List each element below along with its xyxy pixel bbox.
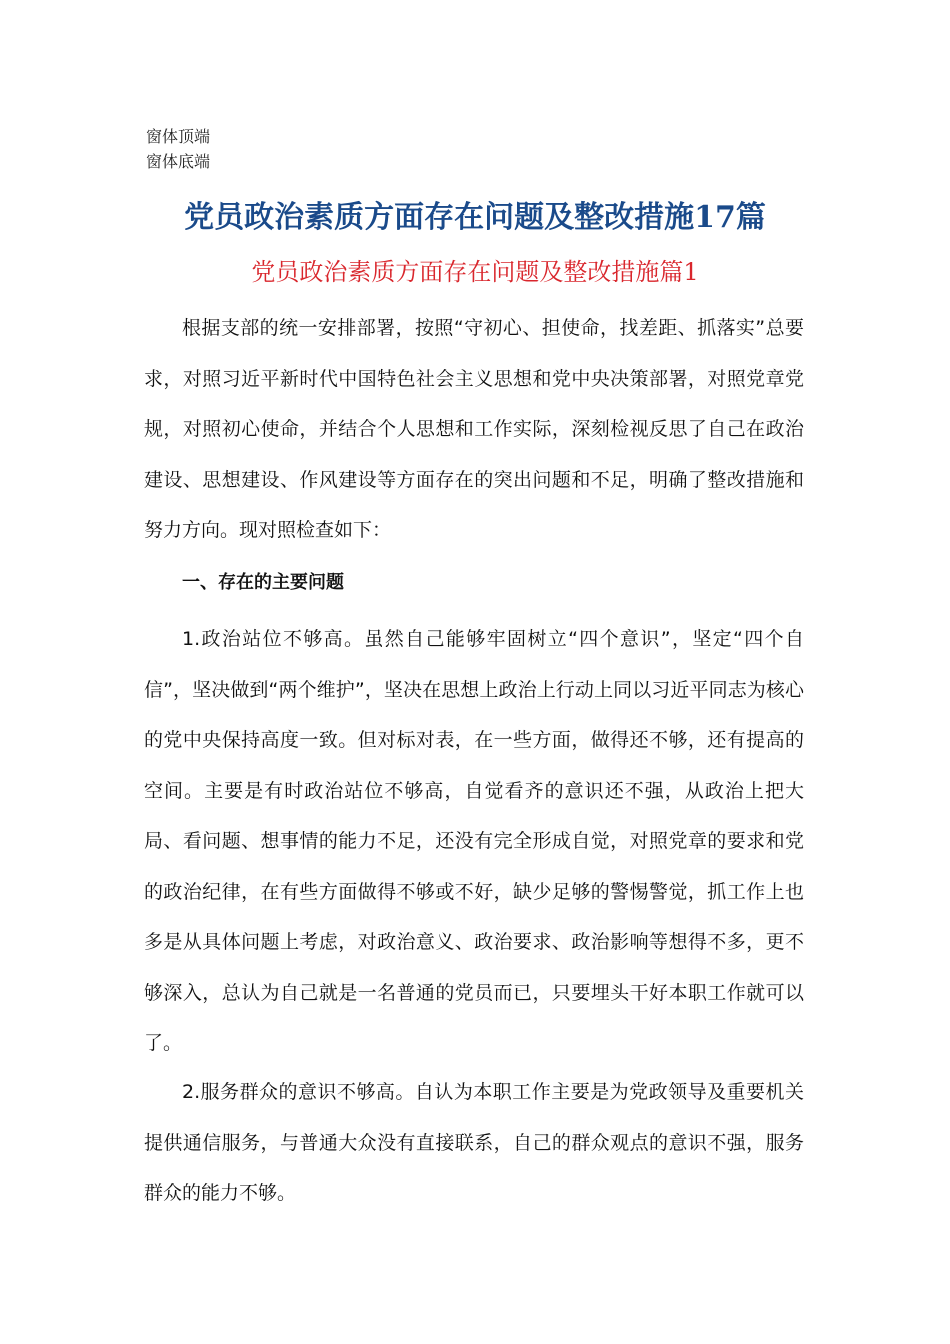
form-bottom-marker: 窗体底端	[146, 152, 211, 171]
issue-paragraph-2: 2.服务群众的意识不够高。自认为本职工作主要是为党政领导及重要机关提供通信服务，与普通大众没有直接联系，自己的群众观点的意识不强，服务群众的能力不够。	[144, 1081, 804, 1204]
intro-paragraph: 根据支部的统一安排部署，按照“守初心、担使命，找差距、抓落实”总要求，对照习近平新时代中国特色社会主义思想和党中央决策部署，对照党章党规，对照初心使命，并结合个人思想和工作实际，深刻检视反思了自己在政治建设、思想建设、作风建设等方面存在的突出问题和不足，明确了整改措施和努力方向。现对照检查如下：	[144, 317, 804, 541]
document-title: 党员政治素质方面存在问题及整改措施17篇	[184, 200, 766, 235]
section-heading: 一、存在的主要问题	[182, 572, 344, 593]
form-top-marker: 窗体顶端	[146, 127, 211, 146]
document-subtitle: 党员政治素质方面存在问题及整改措施篇1	[251, 258, 699, 286]
issue-paragraph-1: 1.政治站位不够高。虽然自己能够牢固树立“四个意识”，坚定“四个自信”，坚决做到“两个维护”，坚决在思想上政治上行动上同以习近平同志为核心的党中央保持高度一致。但对标对表，在一些方面，做得还不够，还有提高的空间。主要是有时政治站位不够高，自觉看齐的意识还不强，从政治上把大局、看问题、想事情的能力不足，还没有完全形成自觉，对照党章的要求和党的政治纪律，在有些方面做得不够或不好，缺少足够的警惕警觉，抓工作上也多是从具体问题上考虑，对政治意义、政治要求、政治影响等想得不多，更不够深入，总认为自己就是一名普通的党员而已，只要埋头干好本职工作就可以了。	[144, 628, 804, 1054]
